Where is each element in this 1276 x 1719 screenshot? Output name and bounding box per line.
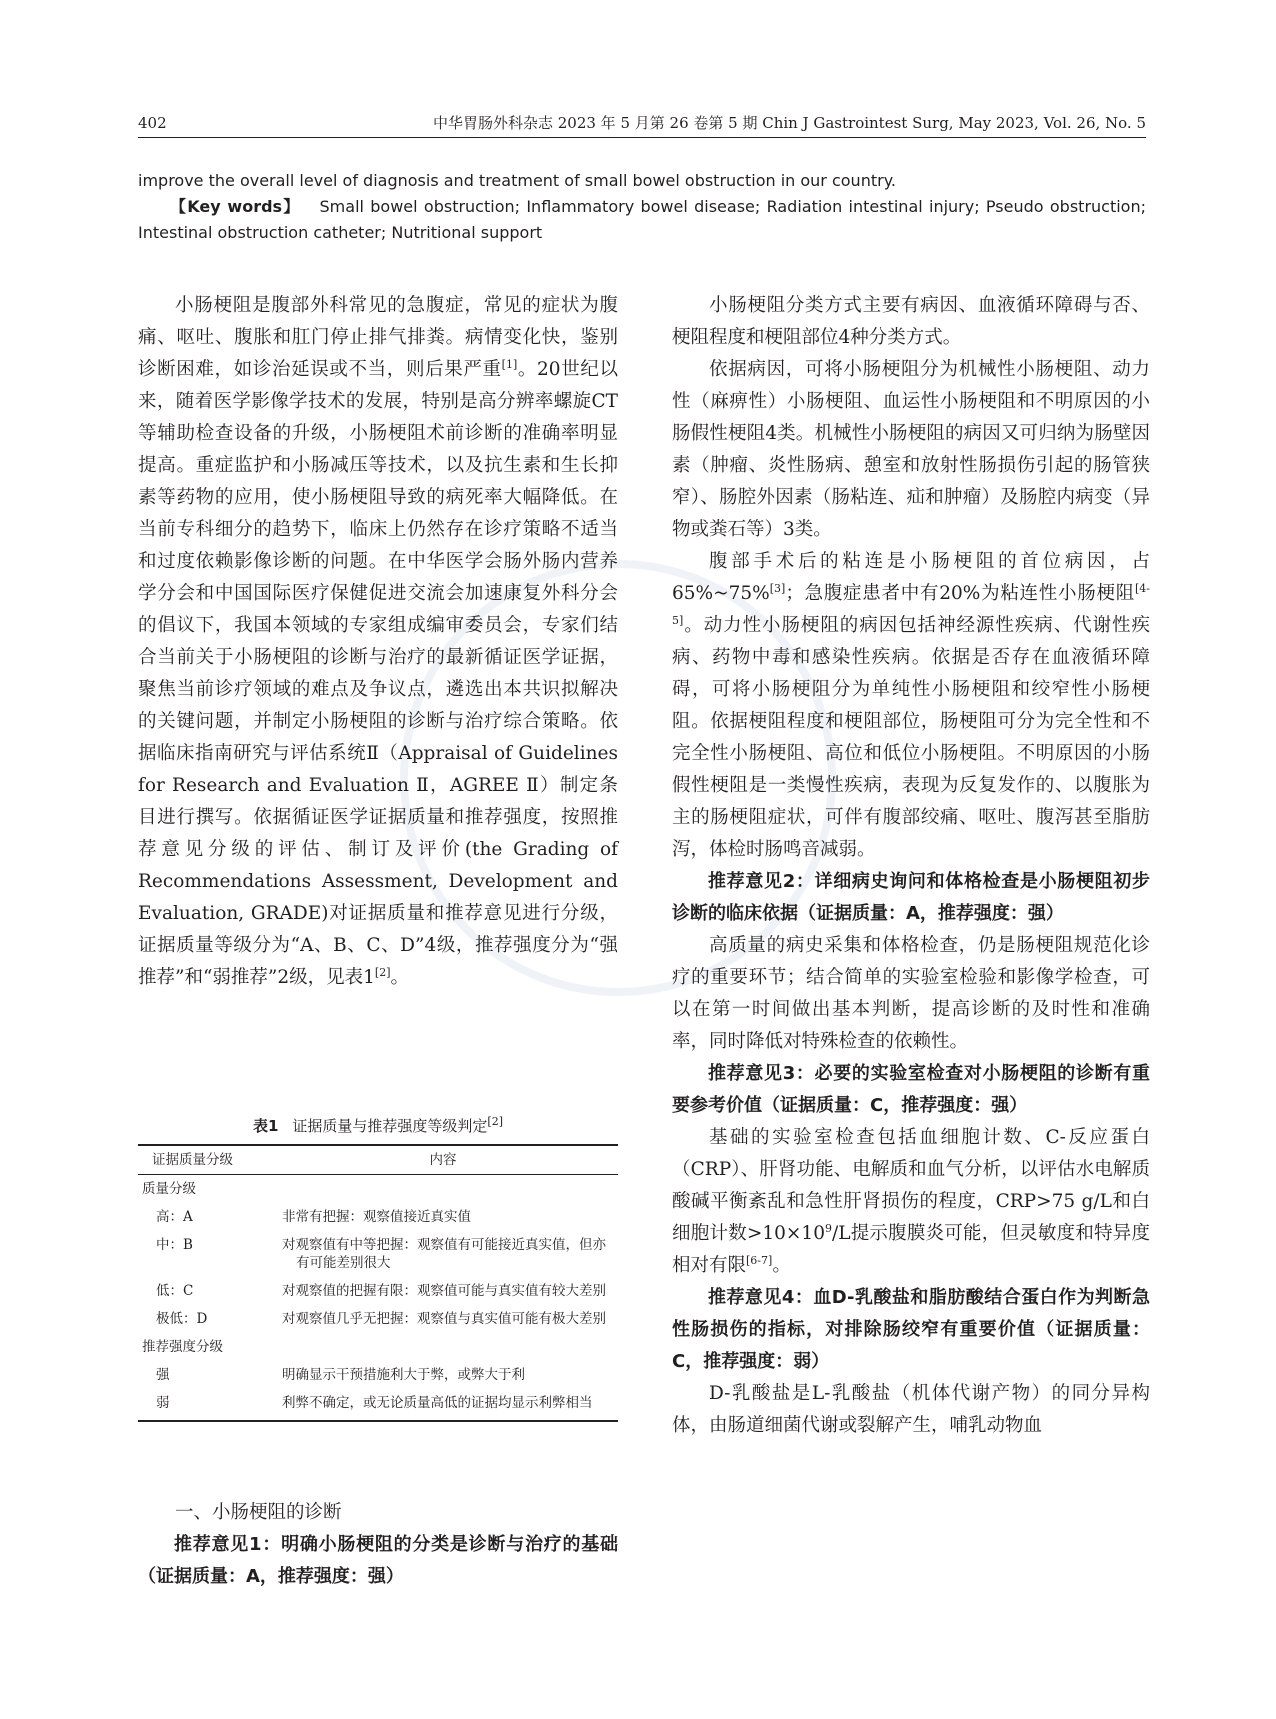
- right-column: [672, 290, 1150, 1442]
- table-row: [138, 1231, 618, 1277]
- citation-ref: [2]: [374, 965, 391, 979]
- paragraph: 高质量的病史采集和体格检查，仍是肠梗阻规范化诊疗的重要环节；结合简单的实验室检验和影像学检查，可以在第一时间做出基本判断，提高诊断的及时性和准确率，同时降低对特殊检查的依赖性。: [672, 935, 1150, 1052]
- table-header-grade: 证据质量分级: [138, 1145, 268, 1175]
- section-heading-diagnosis: 一、小肠梗阻的诊断: [175, 1502, 342, 1523]
- table-content-cell: [268, 1175, 618, 1204]
- table-content-cell: 非常有把握：观察值接近真实值: [282, 1209, 471, 1225]
- intro-paragraph: 小肠梗阻是腹部外科常见的急腹症，常见的症状为腹痛、呕吐、腹胀和肛门停止排气排粪。病情变化快，鉴别诊断困难，如诊治延误或不当，则后果严重[1]。20世纪以来，随着医学影像学技术的发展，特别是高分辨率螺旋CT等辅助检查设备的升级，小肠梗阻术前诊断的准确率明显提高。重症监护和小肠减压等技术，以及抗生素和生长抑素等药物的应用，使小肠梗阻导致的病死率大幅降低。在当前专科细分的趋势下，临床上仍然存在诊疗策略不适当和过度依赖影像诊断的问题。在中华医学会肠外肠内营养学分会和中国国际医疗保健促进交流会加速康复外科分会的倡议下，我国本领域的专家组成编审委员会，专家们结合当前关于小肠梗阻的诊断与治疗的最新循证医学证据，聚焦当前诊疗领域的难点及争议点，遴选出本共识拟解决的关键问题，并制定小肠梗阻的诊断与治疗综合策略。依据临床指南研究与评估系统Ⅱ（Appraisal of Guidelines for Research and Evaluation Ⅱ，AGREE Ⅱ）制定条目进行撰写。依据循证医学证据质量和推荐强度，按照推荐意见分级的评估、制订及评价(the Grading of Recommendations Assessment, Development and Evaluation, GRADE)对证据质量和推荐意见进行分级，证据质量等级分为“A、B、C、D”4级，推荐强度分为“强推荐”和“弱推荐”2级，见表1[2]。: [138, 295, 618, 988]
- paragraph: 基础的实验室检查包括血细胞计数、C-反应蛋白（CRP）、肝肾功能、电解质和血气分析，以评估水电解质酸碱平衡紊乱和急性肝肾损伤的程度，CRP>75 g/L和白细胞计数$>10\times 10^9/L$提示腹膜炎可能，但灵敏度和特异度相对有限[6-7]。: [672, 1127, 1150, 1276]
- table-content-cell: 对观察值几乎无把握：观察值与真实值可能有极大差别: [282, 1311, 606, 1327]
- recommendation-2: 推荐意见2：详细病史询问和体格检查是小肠梗阻初步诊断的临床依据（证据质量：A，推荐强度：强）: [672, 871, 1150, 924]
- keywords: [138, 194, 1146, 246]
- table-group-label: 质量分级: [142, 1181, 196, 1197]
- table-row: [138, 1361, 618, 1389]
- table-grade-cell: 低：C: [156, 1283, 194, 1299]
- left-column-bottom: [138, 1497, 618, 1593]
- table-header-content: 内容: [268, 1145, 618, 1175]
- table-grade-cell: 极低：D: [156, 1311, 208, 1327]
- recommendation-4: 推荐意见4：血D-乳酸盐和脂肪酸结合蛋白作为判断急性肠损伤的指标，对排除肠绞窄有重要价值（证据质量：C，推荐强度：弱）: [672, 1287, 1150, 1372]
- citation-ref: [1]: [501, 357, 518, 371]
- table-group-label: 推荐强度分级: [142, 1339, 223, 1355]
- header-rule: [138, 137, 1146, 138]
- table-content-cell: [268, 1333, 618, 1361]
- table-grade-cell: 中：B: [156, 1237, 193, 1253]
- evidence-grade-table: [138, 1144, 618, 1422]
- table-content-cell: 明确显示干预措施利大于弊，或弊大于利: [282, 1367, 525, 1383]
- table-content-cell: 利弊不确定，或无论质量高低的证据均显示利弊相当: [268, 1389, 618, 1421]
- keywords-label: 【Key words】: [170, 197, 301, 216]
- table-row: [138, 1389, 618, 1421]
- citation-ref: [4-5]: [672, 581, 1150, 627]
- citation-ref: [6-7]: [746, 1253, 773, 1267]
- table-content-cell: 对观察值的把握有限：观察值可能与真实值有较大差别: [282, 1283, 606, 1299]
- paragraph: 腹部手术后的粘连是小肠梗阻的首位病因，占65%~75%[3]；急腹症患者中有20%为粘连性小肠梗阻[4-5]。动力性小肠梗阻的病因包括神经源性疾病、代谢性疾病、药物中毒和感染性疾病。依据是否存在血液循环障碍，可将小肠梗阻分为单纯性小肠梗阻和绞窄性小肠梗阻。依据梗阻程度和梗阻部位，肠梗阻可分为完全性和不完全性小肠梗阻、高位和低位小肠梗阻。不明原因的小肠假性梗阻是一类慢性疾病，表现为反复发作的、以腹胀为主的肠梗阻症状，可伴有腹部绞痛、呕吐、腹泻甚至脂肪泻，体检时肠鸣音减弱。: [672, 551, 1150, 860]
- abstract-last-line: improve the overall level of diagnosis and treatment of small bowel obstruction in our country.: [138, 171, 896, 190]
- paragraph: D-乳酸盐是L-乳酸盐（机体代谢产物）的同分异构体，由肠道细菌代谢或裂解产生，哺乳动物血: [672, 1383, 1150, 1436]
- table-1: [138, 1114, 618, 1422]
- keywords-text: Small bowel obstruction; Inflammatory bowel disease; Radiation intestinal injury; Pseudo obstruction; Intestinal obstruction catheter; Nutritional support: [138, 197, 1146, 242]
- journal-header: 中华胃肠外科杂志 2023 年 5 月第 26 卷第 5 期 Chin J Gastrointest Surg, May 2023, Vol. 26, No. 5: [432, 114, 1146, 132]
- table-row: [138, 1333, 618, 1361]
- recommendation-1: 推荐意见1：明确小肠梗阻的分类是诊断与治疗的基础（证据质量：A，推荐强度：强）: [138, 1534, 618, 1587]
- table-row: [138, 1305, 618, 1333]
- citation-ref: [3]: [769, 581, 786, 595]
- table-grade-cell: 高：A: [156, 1209, 193, 1225]
- page-number: 402: [138, 114, 167, 132]
- table-grade-cell: 弱: [138, 1389, 268, 1421]
- paragraph: 依据病因，可将小肠梗阻分为机械性小肠梗阻、动力性（麻痹性）小肠梗阻、血运性小肠梗阻和不明原因的小肠假性梗阻4类。机械性小肠梗阻的病因又可归纳为肠壁因素（肿瘤、炎性肠病、憩室和放射性肠损伤引起的肠管狭窄）、肠腔外因素（肠粘连、疝和肿瘤）及肠腔内病变（异物或粪石等）3类。: [672, 359, 1150, 540]
- table-row: [138, 1277, 618, 1305]
- left-column: [138, 290, 618, 994]
- recommendation-3: 推荐意见3：必要的实验室检查对小肠梗阻的诊断有重要参考价值（证据质量：C，推荐强度：强）: [672, 1063, 1150, 1116]
- table-row: [138, 1175, 618, 1204]
- table-row: [138, 1203, 618, 1231]
- table-caption: 表1 证据质量与推荐强度等级判定[2]: [252, 1115, 504, 1135]
- table-content-cell: 对观察值有中等把握：观察值有可能接近真实值，但亦有可能差别很大: [282, 1237, 606, 1271]
- table-grade-cell: 强: [156, 1367, 170, 1383]
- paragraph: 小肠梗阻分类方式主要有病因、血液循环障碍与否、梗阻程度和梗阻部位4种分类方式。: [672, 295, 1150, 348]
